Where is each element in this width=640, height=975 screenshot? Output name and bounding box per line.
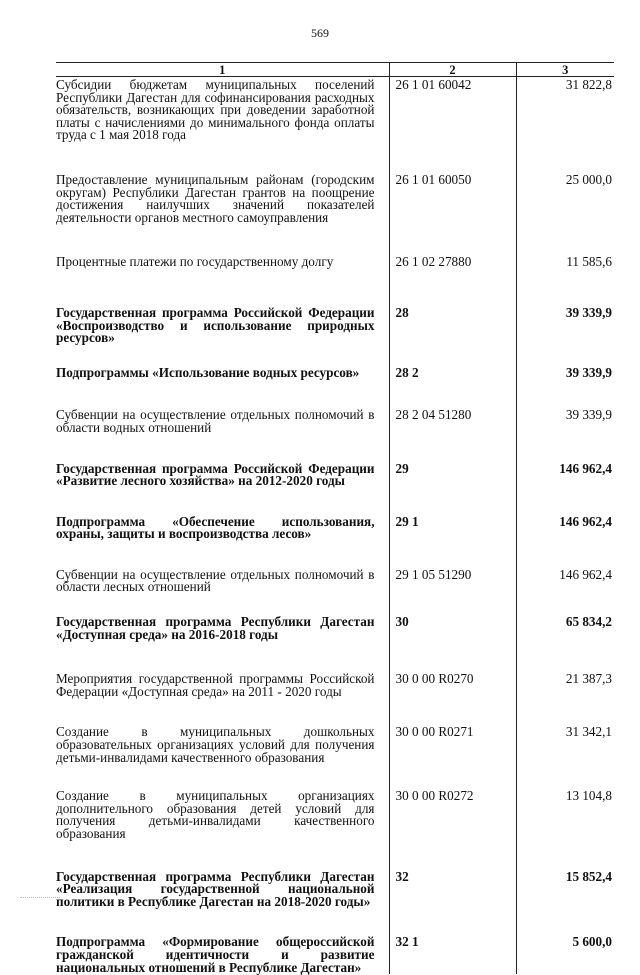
row-code: 30 0 00 R0271 — [389, 724, 516, 788]
table-row — [56, 254, 614, 305]
row-code: 26 1 02 27880 — [389, 254, 516, 305]
row-name: Создание в муниципальных дошкольных образовательных организациях условий для получения детьми-инвалидами качественного образования — [56, 724, 375, 765]
table-row — [56, 305, 614, 365]
table-row — [56, 671, 614, 724]
column-header-3: 3 — [516, 63, 614, 77]
row-code: 28 2 04 51280 — [389, 407, 516, 460]
row-amount: 5 600,0 — [516, 934, 614, 974]
row-amount: 25 000,0 — [516, 172, 614, 254]
table-row — [56, 934, 614, 974]
row-amount: 11 585,6 — [516, 254, 614, 305]
table-row — [56, 614, 614, 671]
row-amount: 146 962,4 — [516, 567, 614, 614]
column-header-2: 2 — [389, 63, 516, 77]
footer-mark — [20, 897, 60, 899]
row-code: 28 2 — [389, 365, 516, 408]
row-name: Субсидии бюджетам муниципальных поселений Республики Дагестан для софинансирования расходных обязательств, возникающих при доведении заработной платы с начислениями до минимального фонда оплаты труда с 1 мая 2018 года — [56, 77, 375, 143]
row-code: 32 1 — [389, 934, 516, 974]
row-amount: 39 339,9 — [516, 305, 614, 365]
row-amount: 15 852,4 — [516, 869, 614, 935]
row-name: Подпрограммы «Использование водных ресурсов» — [56, 364, 360, 380]
row-code: 28 — [389, 305, 516, 365]
row-code: 30 0 00 R0270 — [389, 671, 516, 724]
row-name: Предоставление муниципальным районам (городским округам) Республики Дагестан грантов на поощрение достижения наилучших значений показателей деятельности органов местного самоуправления — [56, 171, 375, 225]
table-row — [56, 365, 614, 408]
row-amount: 31 342,1 — [516, 724, 614, 788]
row-name: Субвенции на осуществление отдельных полномочий в области водных отношений — [56, 407, 375, 435]
row-code: 26 1 01 60042 — [389, 77, 516, 172]
table-row — [56, 514, 614, 567]
table-row — [56, 461, 614, 514]
table-row — [56, 724, 614, 788]
row-amount: 65 834,2 — [516, 614, 614, 671]
row-amount: 39 339,9 — [516, 407, 614, 460]
row-amount: 13 104,8 — [516, 788, 614, 868]
row-code: 29 1 — [389, 514, 516, 567]
row-name: Подпрограмма «Формирование общероссийской гражданской идентичности и развитие национальных отношений в Республике Дагестан» — [56, 934, 375, 975]
table-row — [56, 788, 614, 868]
row-name: Субвенции на осуществление отдельных полномочий в области лесных отношений — [56, 566, 375, 595]
row-name: Государственная программа Российской Федерации «Развитие лесного хозяйства» на 2012-2020 годы — [56, 460, 375, 489]
row-code: 30 0 00 R0272 — [389, 788, 516, 868]
row-name: Подпрограмма «Обеспечение использования, охраны, защиты и воспроизводства лесов» — [56, 513, 375, 542]
row-name: Мероприятия государственной программы Российской Федерации «Доступная среда» на 2011 - 2020 годы — [56, 671, 375, 699]
row-name: Государственная программа Республики Дагестан «Реализация государственной национальной политики в Республике Дагестан на 2018-2020 годы» — [56, 868, 375, 909]
row-code: 32 — [389, 869, 516, 935]
row-code: 30 — [389, 614, 516, 671]
table-row — [56, 567, 614, 614]
row-amount: 31 822,8 — [516, 77, 614, 172]
row-name: Процентные платежи по государственному долгу — [56, 254, 334, 270]
budget-table — [56, 62, 614, 974]
row-amount: 146 962,4 — [516, 514, 614, 567]
page-number: 569 — [311, 26, 329, 40]
column-header-1: 1 — [56, 63, 389, 77]
row-code: 29 1 05 51290 — [389, 567, 516, 614]
row-code: 29 — [389, 461, 516, 514]
row-amount: 21 387,3 — [516, 671, 614, 724]
table-row — [56, 407, 614, 460]
table-row — [56, 869, 614, 935]
row-name: Государственная программа Российской Федерации «Воспроизводство и использование природных ресурсов» — [56, 304, 375, 346]
table-row — [56, 172, 614, 254]
row-name: Государственная программа Республики Дагестан «Доступная среда» на 2016-2018 годы — [56, 614, 375, 642]
row-code: 26 1 01 60050 — [389, 172, 516, 254]
row-amount: 39 339,9 — [516, 365, 614, 408]
row-name: Создание в муниципальных организациях дополнительного образования детей условий для получения детьми-инвалидами качественного образования — [56, 788, 375, 841]
table-row — [56, 77, 614, 172]
table-header-row — [56, 63, 614, 77]
row-amount: 146 962,4 — [516, 461, 614, 514]
table-body — [56, 77, 614, 975]
